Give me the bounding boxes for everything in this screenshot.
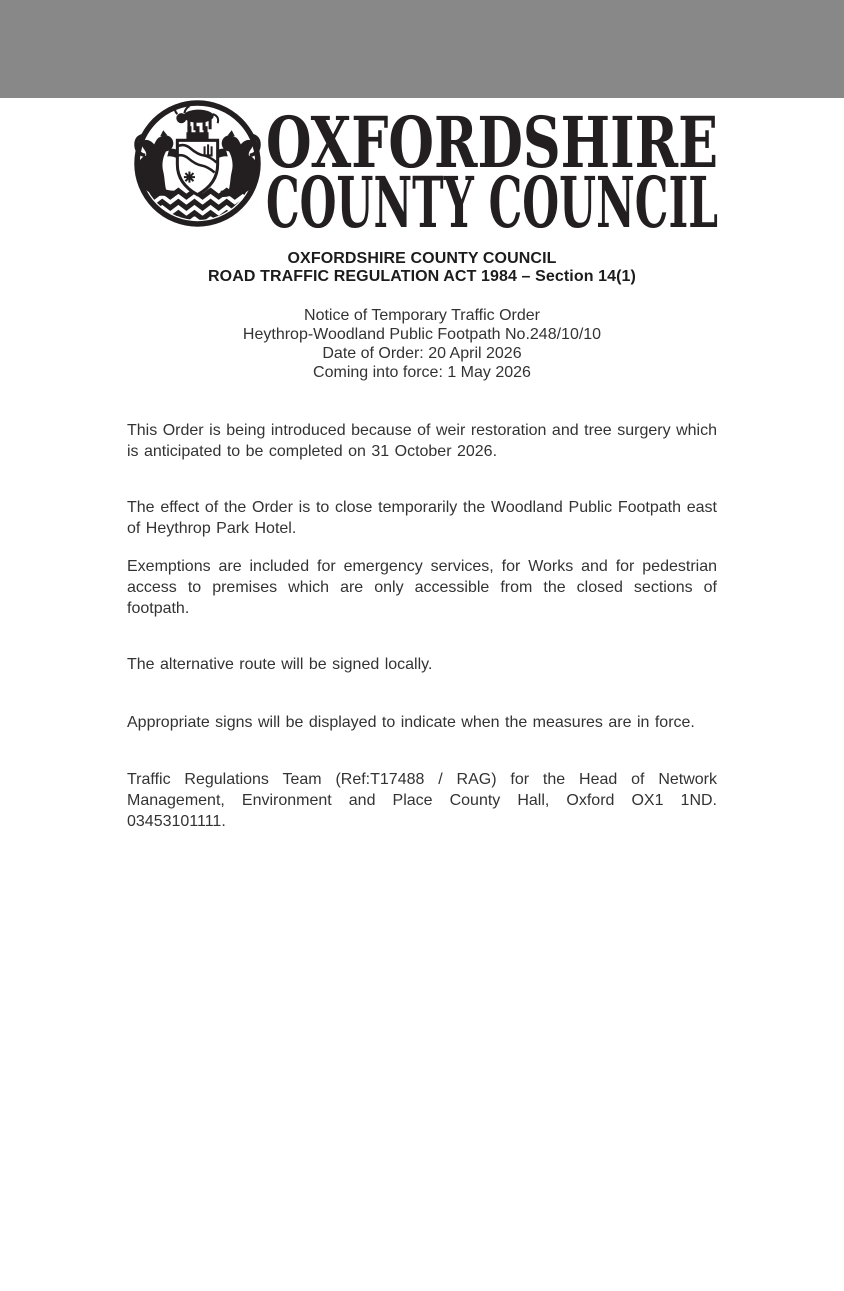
document-content [127,98,717,832]
title-council: OXFORDSHIRE COUNTY COUNCIL [287,250,557,267]
title-act: ROAD TRAFFIC REGULATION ACT 1984 – Section 14(1) [208,268,636,285]
council-logo [127,98,718,244]
paragraph-diversion: The alternative route will be signed locally. [127,656,433,673]
notice-location: Heythrop-Woodland Public Footpath No.248/10/10 [242,326,602,343]
notice-force-date: Coming into force: 1 May 2026 [313,364,531,381]
wordmark-line-2: COUNTY COUNCIL [266,161,718,244]
document-title-block [127,250,717,286]
wordmark-line-1: OXFORDSHIRE [266,101,718,184]
paragraph-reason: This Order is being introduced because of weir restoration and tree surgery which is anticipated to be completed on 31 October 2026. [127,422,717,460]
council-crest-icon [132,98,263,229]
document-page [0,98,844,1291]
notice-type: Notice of Temporary Traffic Order [304,307,540,324]
notice-details-block [127,306,717,382]
notice-order-date: Date of Order: 20 April 2026 [322,345,522,362]
paragraph-signs: Appropriate signs will be displayed to indicate when the measures are in force. [127,714,695,731]
paragraph-contact: Traffic Regulations Team (Ref:T17488 / RAG) for the Head of Network Management, Environment and Place County Hall, Oxford OX1 1ND. 03453101111. [127,771,717,830]
paragraph-exemptions: Exemptions are included for emergency services, for Works and for pedestrian access to premises which are only accessible from the closed sections of footpath. [127,558,717,617]
paragraph-effect: The effect of the Order is to close temporarily the Woodland Public Footpath east of Heythrop Park Hotel. [127,499,717,537]
council-wordmark [266,98,718,244]
notice-body [127,420,717,832]
